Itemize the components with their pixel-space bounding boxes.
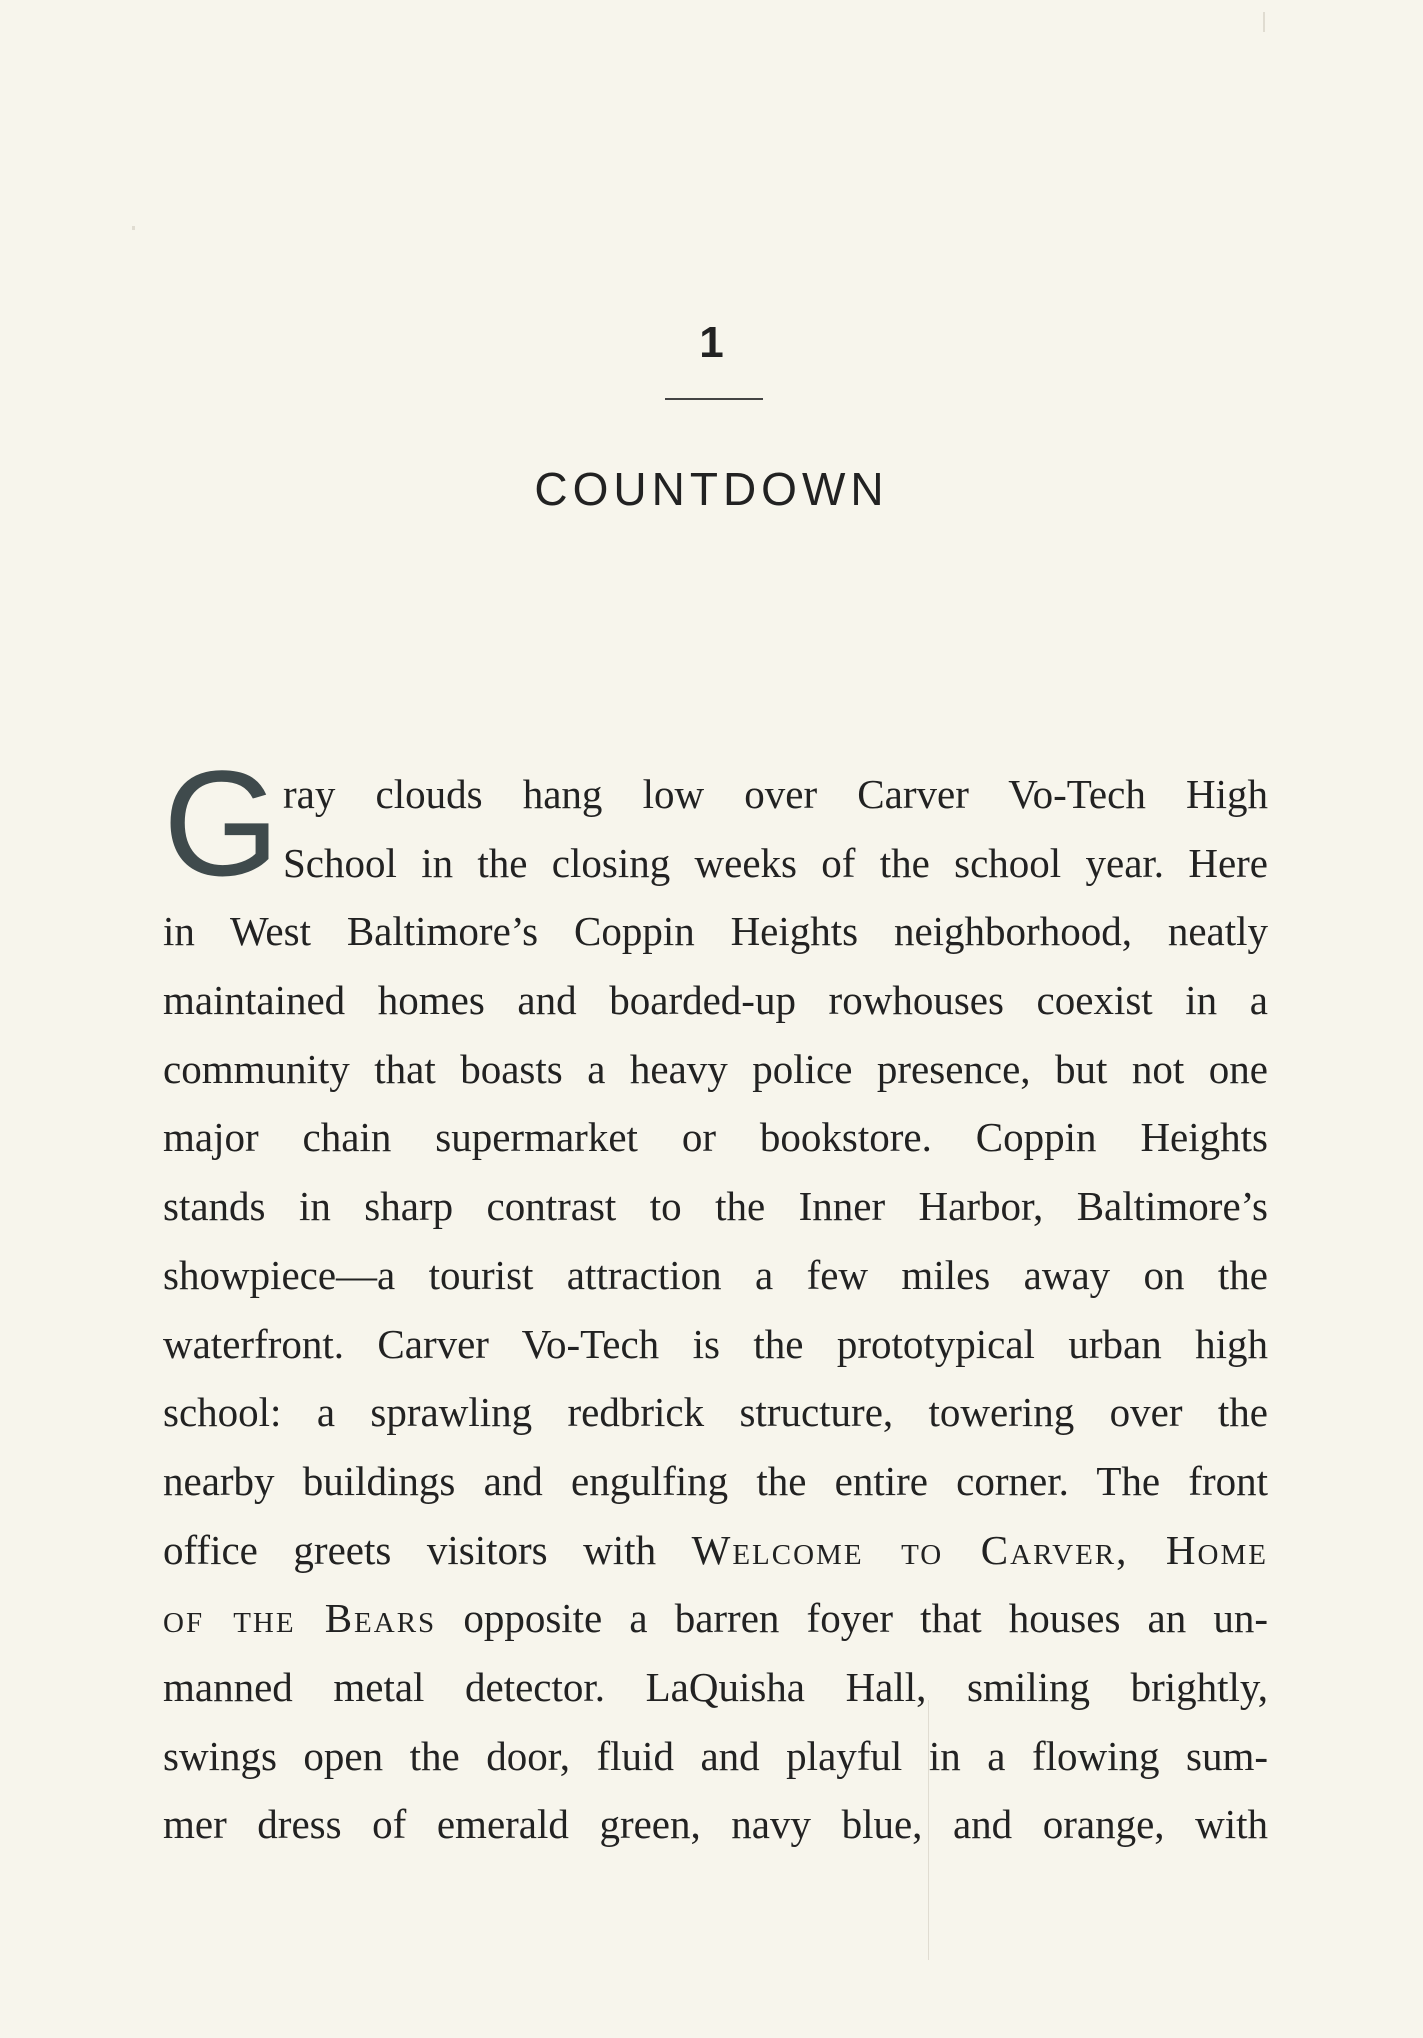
body-line-text: swings open the door, fluid and playful in a flowing sum- bbox=[163, 1732, 1268, 1779]
sign-text-smallcaps: Welcome to Carver, Home bbox=[691, 1526, 1268, 1573]
body-line-text: maintained homes and boarded-up rowhouses coexist in a bbox=[163, 977, 1268, 1024]
body-paragraph bbox=[163, 760, 1268, 1859]
body-line-text: waterfront. Carver Vo-Tech is the prototypical urban high bbox=[163, 1320, 1268, 1367]
body-line bbox=[163, 1722, 1268, 1791]
scan-artifact bbox=[1263, 12, 1265, 32]
body-line bbox=[163, 1035, 1268, 1104]
body-line-text: stands in sharp contrast to the Inner Harbor, Baltimore’s bbox=[163, 1183, 1268, 1230]
body-line bbox=[163, 1584, 1268, 1653]
body-line bbox=[163, 760, 1268, 829]
sign-text-smallcaps: of the Bears bbox=[163, 1595, 437, 1642]
body-line bbox=[163, 1653, 1268, 1722]
body-line-text: mer dress of emerald green, navy blue, and orange, with bbox=[163, 1801, 1268, 1848]
body-line bbox=[163, 1790, 1268, 1859]
scan-artifact bbox=[132, 226, 135, 230]
chapter-divider bbox=[665, 398, 763, 400]
body-line-text: in West Baltimore’s Coppin Heights neighborhood, neatly bbox=[163, 908, 1268, 955]
chapter-number: 1 bbox=[699, 318, 724, 367]
scan-artifact bbox=[928, 1700, 929, 1960]
body-line-text: showpiece—a tourist attraction a few miles away on the bbox=[163, 1251, 1268, 1298]
body-line-text: manned metal detector. LaQuisha Hall, smiling brightly, bbox=[163, 1663, 1268, 1710]
body-line bbox=[163, 1516, 1268, 1585]
chapter-title: COUNTDOWN bbox=[534, 463, 889, 515]
body-line-text: School in the closing weeks of the school year. Here bbox=[283, 839, 1268, 886]
drop-cap: G bbox=[163, 739, 280, 907]
body-line bbox=[163, 1103, 1268, 1172]
body-line-text: school: a sprawling redbrick structure, towering over the bbox=[163, 1389, 1268, 1436]
body-line bbox=[163, 1447, 1268, 1516]
body-line-text: office greets visitors with bbox=[163, 1526, 692, 1573]
body-line-text: major chain supermarket or bookstore. Coppin Heights bbox=[163, 1114, 1268, 1161]
body-line bbox=[163, 897, 1268, 966]
body-line bbox=[163, 966, 1268, 1035]
body-line-text: community that boasts a heavy police presence, but not one bbox=[163, 1045, 1268, 1092]
body-line bbox=[163, 829, 1268, 898]
body-line bbox=[163, 1241, 1268, 1310]
body-line bbox=[163, 1172, 1268, 1241]
body-line-text: nearby buildings and engulfing the entire corner. The front bbox=[163, 1457, 1268, 1504]
body-line bbox=[163, 1378, 1268, 1447]
body-line-text: ray clouds hang low over Carver Vo-Tech High bbox=[283, 771, 1268, 817]
body-line-text: opposite a barren foyer that houses an un- bbox=[436, 1595, 1269, 1642]
body-line bbox=[163, 1310, 1268, 1379]
